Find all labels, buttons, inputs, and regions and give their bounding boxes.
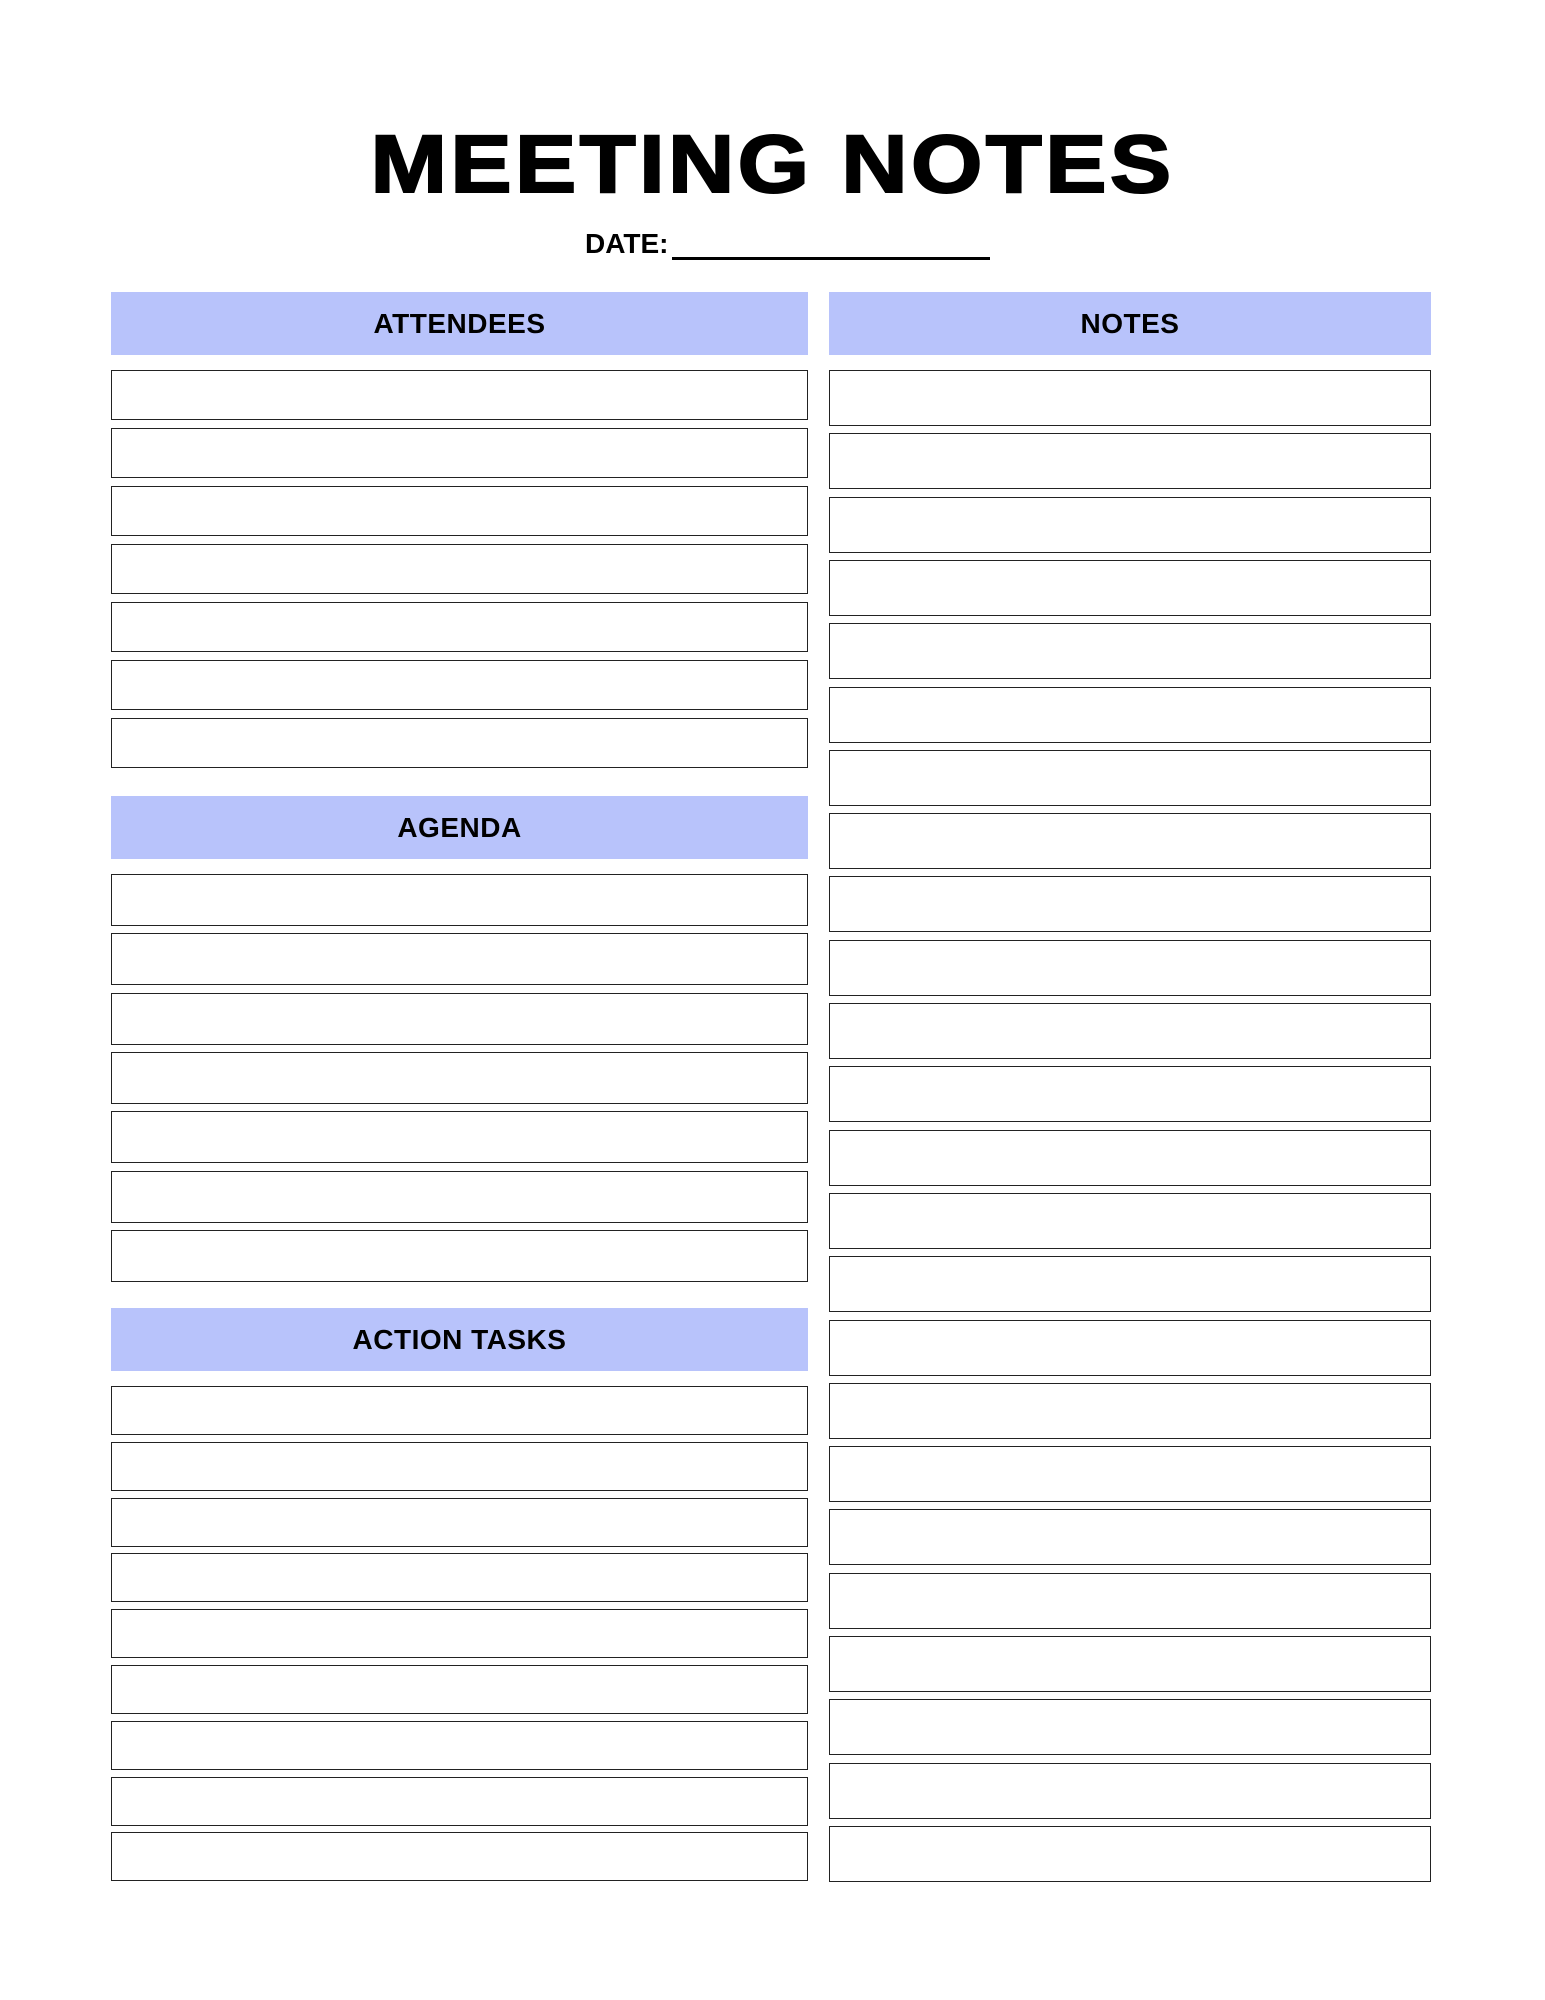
notes-entry-field[interactable] <box>829 1509 1431 1565</box>
action-tasks-entry-field[interactable] <box>111 1442 808 1491</box>
notes-entry-field[interactable] <box>829 940 1431 996</box>
notes-entry-field[interactable] <box>829 1826 1431 1882</box>
notes-entry-field[interactable] <box>829 813 1431 869</box>
page-title: MEETING NOTES <box>370 119 1175 210</box>
date-field <box>585 228 990 260</box>
notes-entry-field[interactable] <box>829 1573 1431 1629</box>
attendees-entry-field[interactable] <box>111 660 808 710</box>
notes-entry-field[interactable] <box>829 1066 1431 1122</box>
agenda-entry-field[interactable] <box>111 874 808 926</box>
notes-entry-field[interactable] <box>829 433 1431 489</box>
action-tasks-entry-field[interactable] <box>111 1609 808 1658</box>
attendees-entry-field[interactable] <box>111 370 808 420</box>
agenda-entry-field[interactable] <box>111 1111 808 1163</box>
action-tasks-entry-field[interactable] <box>111 1721 808 1770</box>
notes-entry-field[interactable] <box>829 876 1431 932</box>
agenda-entry-field[interactable] <box>111 1171 808 1223</box>
notes-entry-field[interactable] <box>829 497 1431 553</box>
notes-entry-field[interactable] <box>829 560 1431 616</box>
agenda-header: AGENDA <box>111 796 808 859</box>
attendees-header: ATTENDEES <box>111 292 808 355</box>
action-tasks-entry-field[interactable] <box>111 1665 808 1714</box>
notes-entry-field[interactable] <box>829 1699 1431 1755</box>
action-tasks-entry-field[interactable] <box>111 1832 808 1881</box>
notes-entry-field[interactable] <box>829 1193 1431 1249</box>
notes-entry-field[interactable] <box>829 623 1431 679</box>
notes-entry-field[interactable] <box>829 750 1431 806</box>
date-label: DATE: <box>585 228 669 259</box>
agenda-entry-field[interactable] <box>111 1230 808 1282</box>
action-tasks-entry-field[interactable] <box>111 1498 808 1547</box>
notes-entry-field[interactable] <box>829 1130 1431 1186</box>
attendees-entry-field[interactable] <box>111 718 808 768</box>
notes-entry-field[interactable] <box>829 1763 1431 1819</box>
action-tasks-entry-field[interactable] <box>111 1553 808 1602</box>
agenda-entry-field[interactable] <box>111 933 808 985</box>
notes-header: NOTES <box>829 292 1431 355</box>
agenda-entry-field[interactable] <box>111 1052 808 1104</box>
notes-entry-field[interactable] <box>829 687 1431 743</box>
notes-entry-field[interactable] <box>829 1320 1431 1376</box>
notes-entry-field[interactable] <box>829 1636 1431 1692</box>
notes-entry-field[interactable] <box>829 1256 1431 1312</box>
attendees-entry-field[interactable] <box>111 602 808 652</box>
notes-entry-field[interactable] <box>829 1003 1431 1059</box>
notes-entry-field[interactable] <box>829 370 1431 426</box>
attendees-entry-field[interactable] <box>111 544 808 594</box>
attendees-entry-field[interactable] <box>111 428 808 478</box>
notes-entry-field[interactable] <box>829 1446 1431 1502</box>
action-tasks-header: ACTION TASKS <box>111 1308 808 1371</box>
action-tasks-entry-field[interactable] <box>111 1777 808 1826</box>
date-input-line[interactable] <box>672 231 990 260</box>
attendees-entry-field[interactable] <box>111 486 808 536</box>
notes-entry-field[interactable] <box>829 1383 1431 1439</box>
action-tasks-entry-field[interactable] <box>111 1386 808 1435</box>
agenda-entry-field[interactable] <box>111 993 808 1045</box>
